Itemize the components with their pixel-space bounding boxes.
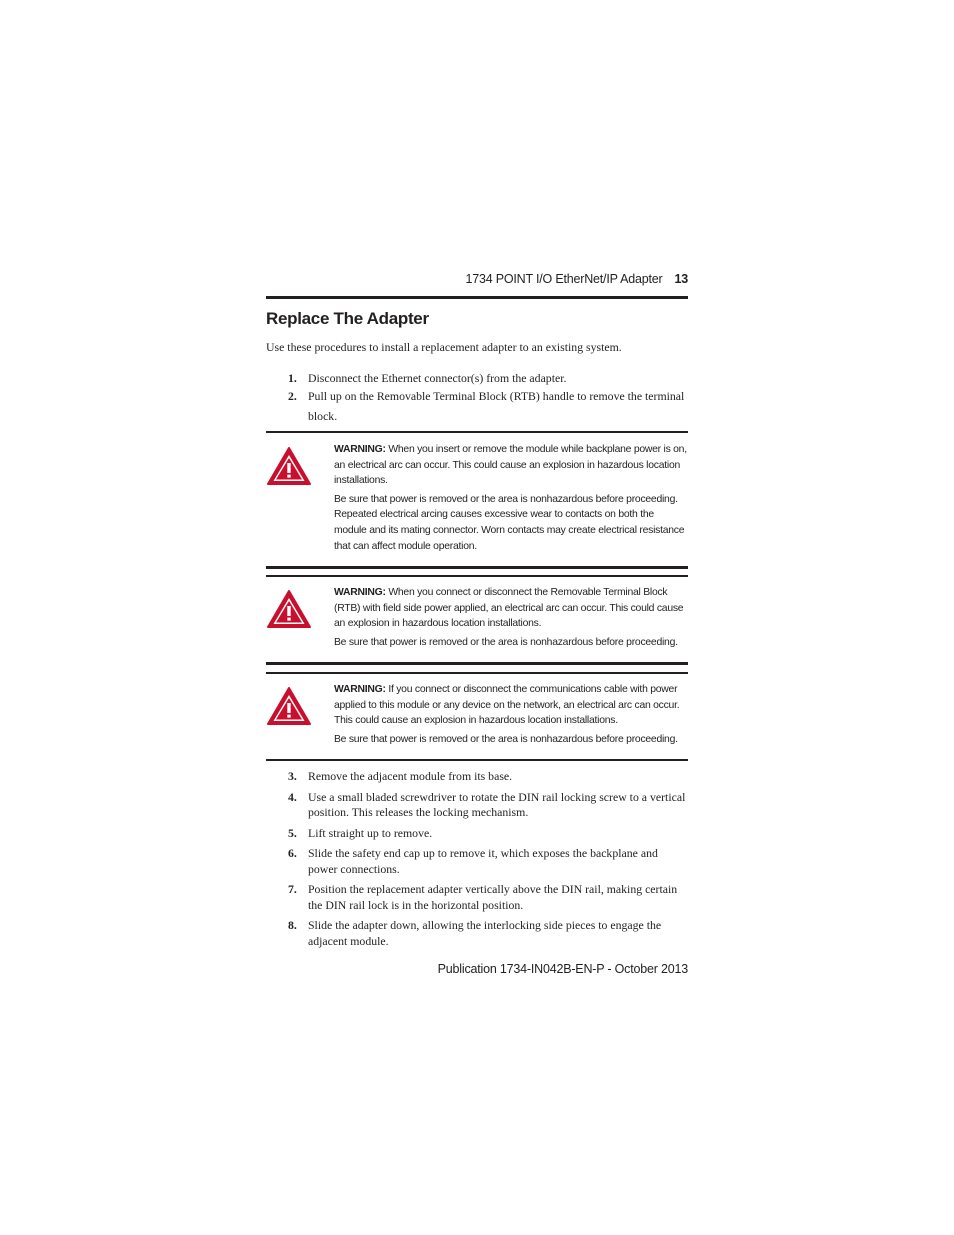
step-number: 2. xyxy=(288,389,297,403)
step-number: 3. xyxy=(288,769,297,783)
step-text: Disconnect the Ethernet connector(s) from the adapter. xyxy=(308,371,567,385)
step-number: 5. xyxy=(288,825,297,840)
step-number: 1. xyxy=(288,371,297,385)
warning-text xyxy=(334,585,689,653)
step-text: Use a small bladed screwdriver to rotate the DIN rail locking screw to a vertical position. This releases the locking mechanism. xyxy=(308,789,686,819)
warning-note: Be sure that power is removed or the area is nonhazardous before proceeding. Repeated electrical arcing causes excessive wear to contacts on both the module and its mating connector. Worn contacts may create electrical resistance that can affect module operation. xyxy=(334,493,685,552)
list-item xyxy=(266,826,688,842)
warning-message: If you connect or disconnect the communications cable with power applied to this module or any device on the network, an electrical arc can occur. This could cause an explosion in hazardous location installations. xyxy=(334,684,680,727)
warning-message: When you connect or disconnect the Removable Terminal Block (RTB) with field side power applied, an electrical arc can occur. This could cause an explosion in hazardous location installations. xyxy=(334,587,684,630)
divider xyxy=(266,662,688,665)
step-number: 4. xyxy=(288,789,297,804)
list-item xyxy=(266,769,688,785)
list-item xyxy=(266,918,688,949)
warning-triangle-icon xyxy=(266,446,312,486)
warning-text xyxy=(334,442,689,557)
list-item xyxy=(266,882,688,913)
divider xyxy=(266,566,688,569)
step-text: Remove the adjacent module from its base. xyxy=(308,769,513,783)
divider xyxy=(266,575,688,577)
intro-paragraph: Use these procedures to install a replacement adapter to an existing system. xyxy=(266,340,622,354)
warning-triangle-icon xyxy=(266,686,312,726)
step-number: 8. xyxy=(288,918,297,932)
step-text: Slide the safety end cap up to remove it, which exposes the backplane and power connections. xyxy=(308,846,658,876)
header-title: 1734 POINT I/O EtherNet/IP Adapter xyxy=(465,272,663,286)
warning-label: WARNING: xyxy=(334,587,386,598)
step-text: Position the replacement adapter vertically above the DIN rail, making certain the DIN rail lock is in the horizontal position. xyxy=(308,882,678,912)
steps-list-after xyxy=(266,769,688,954)
warning-note: Be sure that power is removed or the area is nonhazardous before proceeding. xyxy=(334,636,678,648)
divider xyxy=(266,672,688,674)
warning-text xyxy=(334,682,689,750)
list-item xyxy=(266,386,688,426)
footer-publication: Publication 1734-IN042B-EN-P - October 2013 xyxy=(437,962,688,976)
list-item xyxy=(266,846,688,877)
warning-label: WARNING: xyxy=(334,684,386,695)
list-item xyxy=(266,790,688,821)
section-title: Replace The Adapter xyxy=(266,309,429,328)
divider xyxy=(266,431,688,433)
page-number: 13 xyxy=(674,272,688,286)
warning-message: When you insert or remove the module while backplane power is on, an electrical arc can occur. This could cause an explosion in hazardous location installations. xyxy=(334,444,687,487)
warning-note: Be sure that power is removed or the area is nonhazardous before proceeding. xyxy=(334,733,678,745)
step-number: 6. xyxy=(288,846,297,860)
step-text: Lift straight up to remove. xyxy=(308,825,433,840)
warning-label: WARNING: xyxy=(334,444,386,455)
divider xyxy=(266,759,688,761)
steps-list-before xyxy=(266,370,688,426)
warning-triangle-icon xyxy=(266,589,312,629)
step-number: 7. xyxy=(288,882,297,896)
step-text: Slide the adapter down, allowing the interlocking side pieces to engage the adjacent module. xyxy=(308,918,662,948)
running-header xyxy=(465,272,688,286)
step-text: Pull up on the Removable Terminal Block (RTB) handle to remove the terminal block. xyxy=(308,389,685,423)
header-rule xyxy=(266,296,688,299)
list-item xyxy=(266,370,688,386)
